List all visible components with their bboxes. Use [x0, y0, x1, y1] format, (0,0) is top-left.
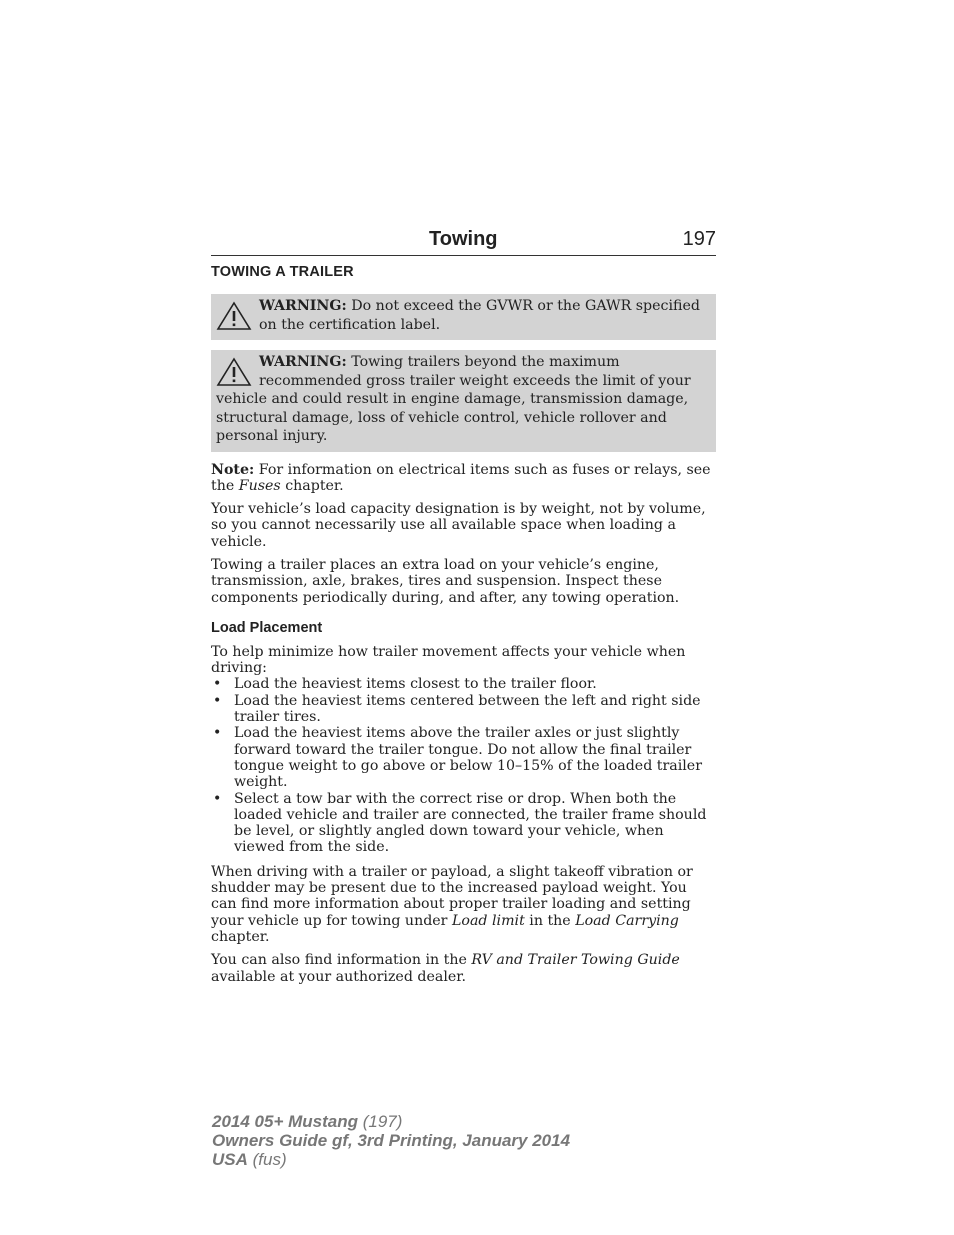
- note-text-end: chapter.: [280, 477, 344, 494]
- intro-paragraph: To help minimize how trailer movement affects your vehicle when driving:: [211, 643, 686, 677]
- warning-triangle-icon: [216, 357, 252, 387]
- list-item: • Load the heaviest items above the trailer axles or just slightly forward toward the trailer tongue. Do not allow the final trailer tongue weight to go above or below 10–15% of the loaded trailer weight.: [211, 725, 716, 790]
- footer-model: 2014 05+ Mustang: [212, 1112, 358, 1131]
- warning-text: Towing trailers beyond the maximum recommended gross trailer weight exceeds the limit of your vehicle and could result in engine damage, transmission damage, structural damage, loss of vehicle control, vehicle rollover and personal injury.: [216, 354, 691, 444]
- subsection-title: Load Placement: [211, 619, 323, 636]
- list-item: • Select a tow bar with the correct rise or drop. When both the loaded vehicle and trailer are connected, the trailer frame should be level, or slightly angled down toward your vehicle, when viewed from the side.: [211, 791, 716, 856]
- page-number: 197: [682, 228, 716, 250]
- note-paragraph: [211, 462, 716, 495]
- payload-text-end: chapter.: [211, 928, 270, 945]
- section-title: TOWING A TRAILER: [211, 264, 354, 280]
- payload-text: When driving with a trailer or payload, a slight takeoff vibration or shudder may be present due to the increased payload weight. You can find more information about proper trailer loading and setting your vehicle up for towing under: [211, 863, 693, 929]
- footer-page-ref: (197): [358, 1112, 403, 1131]
- footer-line-3: [212, 1150, 570, 1169]
- footer-code: (fus): [247, 1150, 287, 1169]
- warning-box-1: [211, 294, 716, 340]
- footer-line-1: [212, 1112, 570, 1131]
- list-item: • Load the heaviest items closest to the trailer floor.: [211, 676, 716, 692]
- list-item: • Load the heaviest items centered between the left and right side trailer tires.: [211, 693, 716, 726]
- warning-triangle-icon: [216, 301, 252, 331]
- guide-text: You can also find information in the: [211, 952, 472, 969]
- page-header: [211, 228, 716, 256]
- footer-market: USA: [212, 1150, 248, 1169]
- payload-paragraph: [211, 864, 716, 945]
- load-limit-reference: Load limit: [451, 912, 525, 929]
- guide-paragraph: [211, 952, 716, 985]
- manual-page: [211, 228, 716, 992]
- warning-box-2: [211, 350, 716, 452]
- page-footer: [212, 1112, 570, 1169]
- body-paragraph: Your vehicle’s load capacity designation is by weight, not by volume, so you cannot necessarily use all available space when loading a vehicle.: [211, 501, 706, 550]
- payload-text-mid: in the: [524, 912, 576, 929]
- bullet-list: [211, 676, 716, 855]
- warning-label: WARNING:: [259, 354, 347, 370]
- warning-label: WARNING:: [259, 298, 347, 314]
- chapter-title: Towing: [429, 228, 498, 250]
- body-paragraph: Towing a trailer places an extra load on your vehicle’s engine, transmission, axle, brakes, tires and suspension. Inspect these components periodically during, and after, any towing operation.: [211, 556, 680, 606]
- note-label: Note:: [211, 461, 255, 478]
- warning-text: Do not exceed the GVWR or the GAWR specified on the certification label.: [259, 298, 700, 333]
- guide-text-end: available at your authorized dealer.: [211, 968, 467, 985]
- note-text: For information on electrical items such as fuses or relays, see the: [211, 461, 711, 494]
- fuses-reference: Fuses: [238, 477, 281, 494]
- footer-line-2: Owners Guide gf, 3rd Printing, January 2014: [212, 1131, 571, 1150]
- load-carrying-reference: Load Carrying: [575, 912, 679, 929]
- towing-guide-reference: RV and Trailer Towing Guide: [471, 952, 680, 969]
